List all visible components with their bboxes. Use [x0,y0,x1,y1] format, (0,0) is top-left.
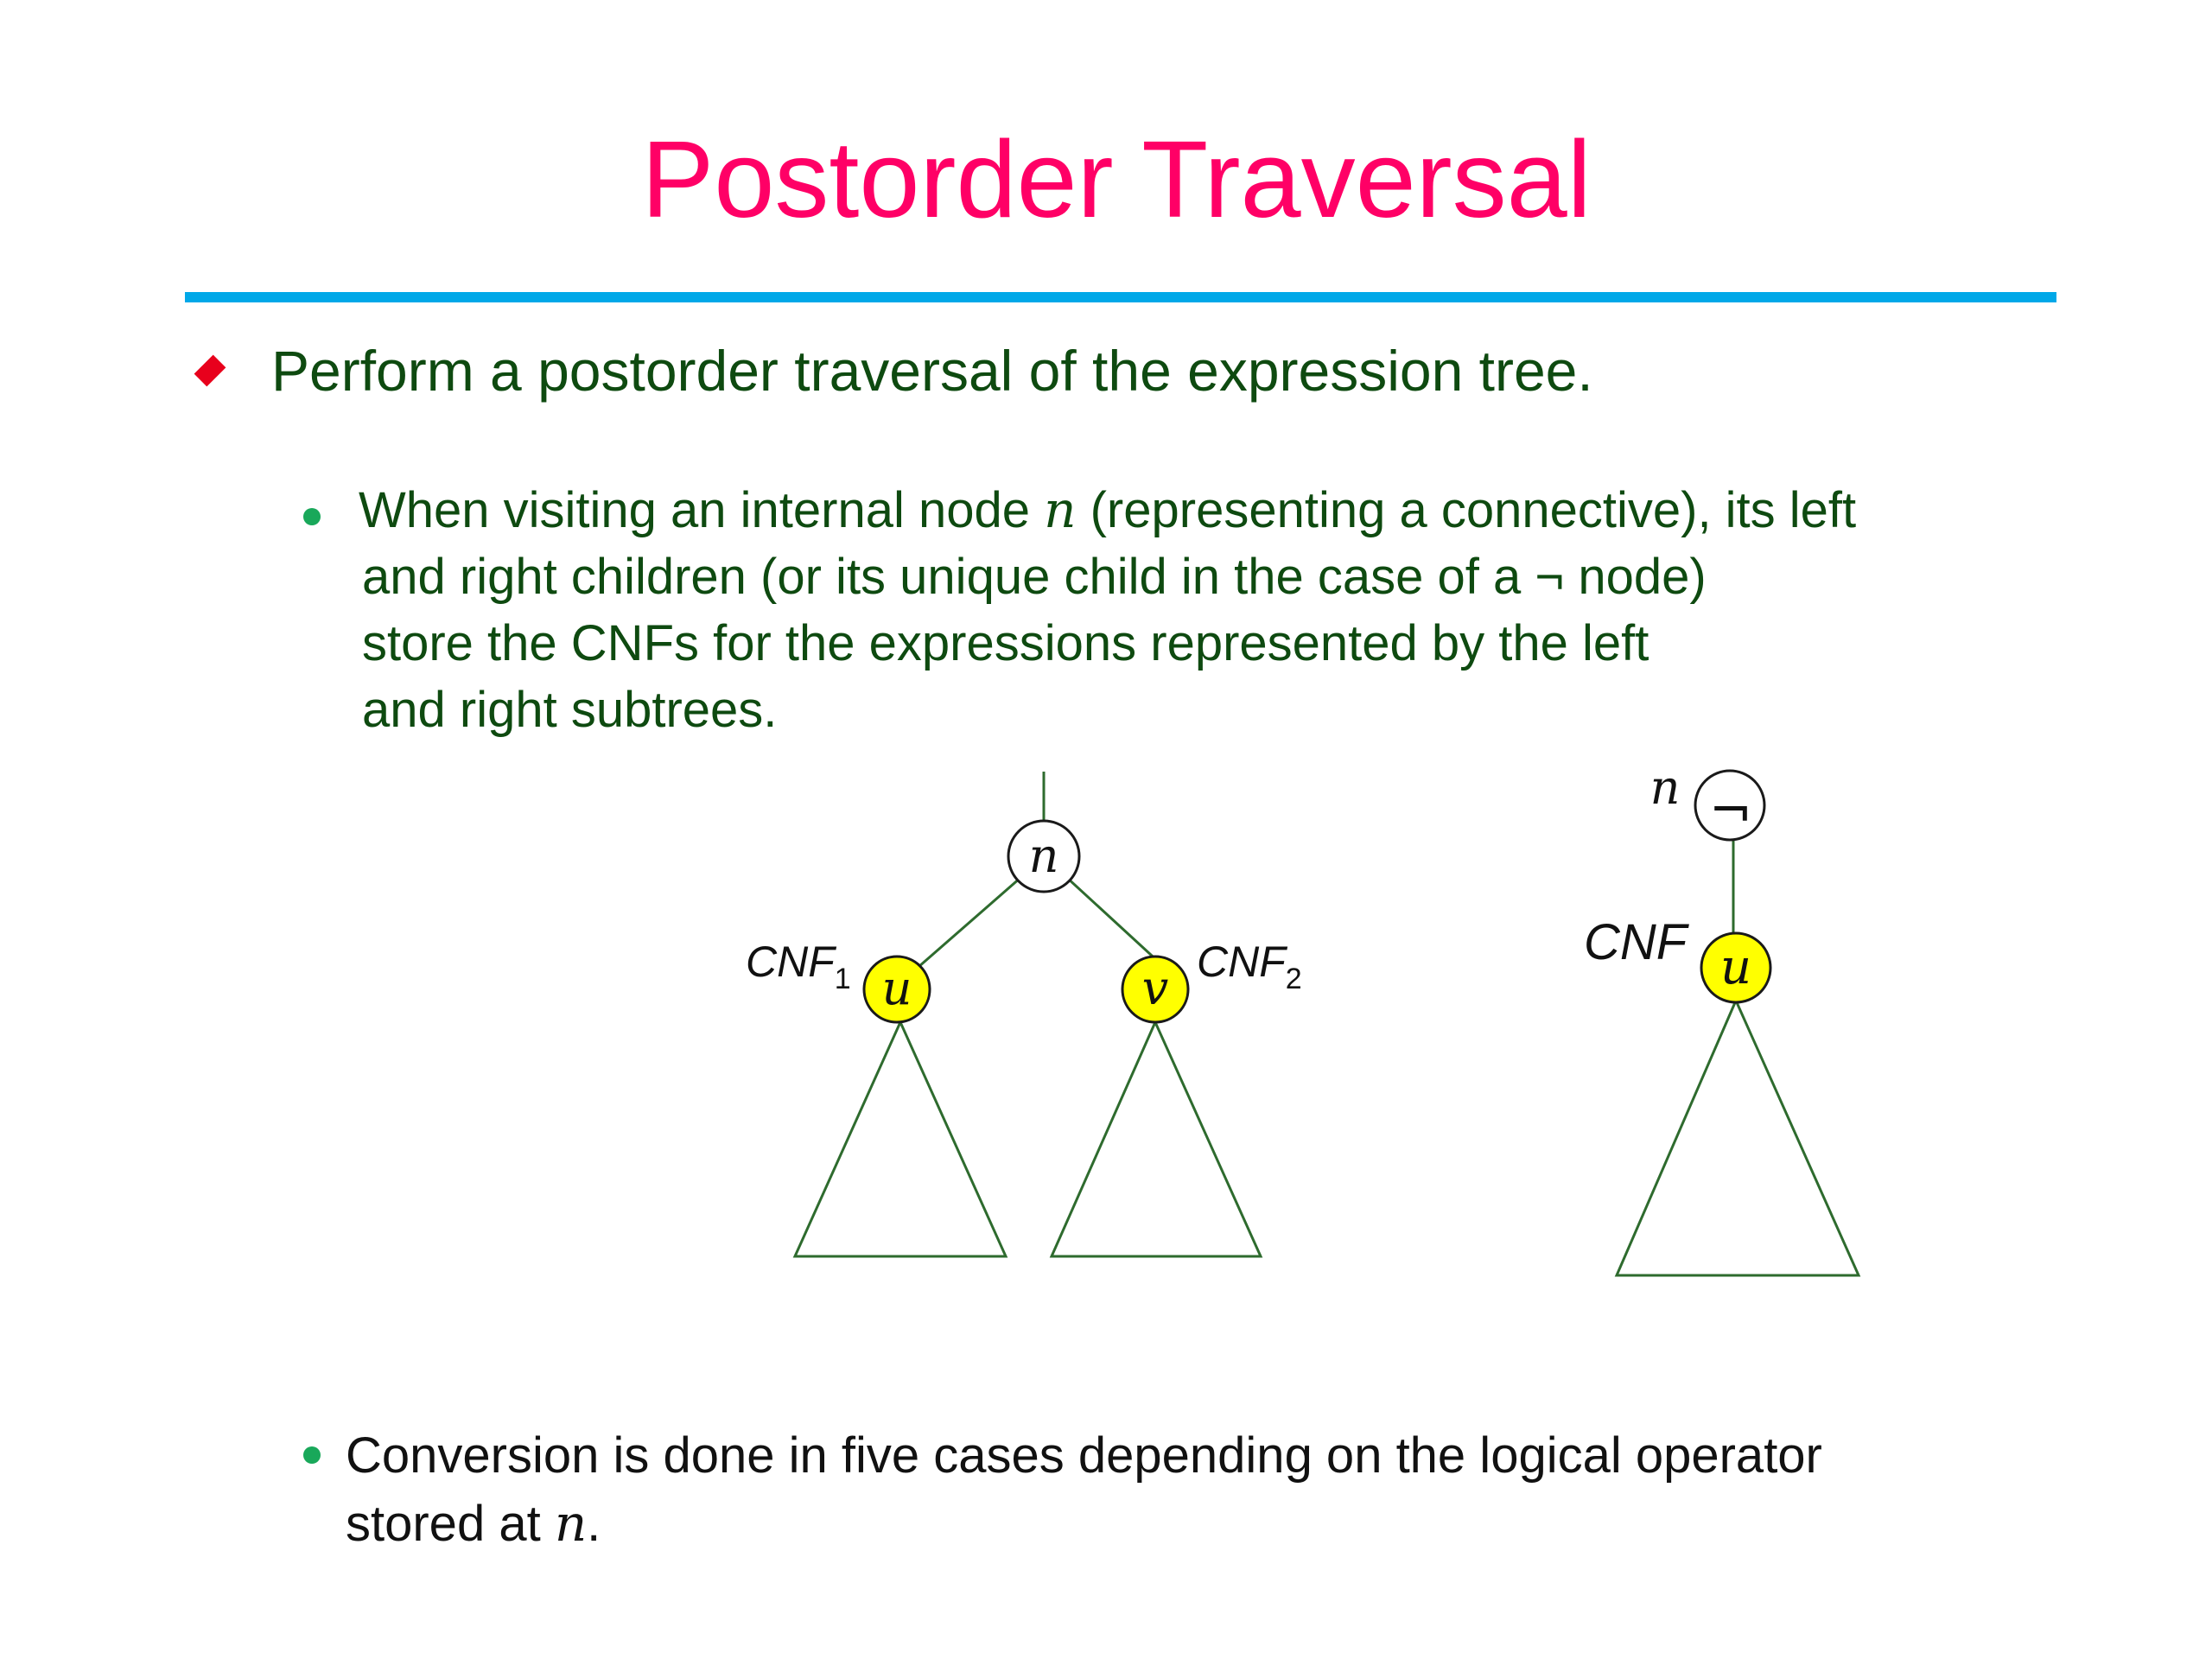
bullet-visiting-line-4: and right subtrees. [362,682,778,738]
right-subtree-triangle [1052,1022,1261,1256]
negation-node-name: n [1649,760,1681,815]
bullet-perform-traversal: Perform a postorder traversal of the expression tree. [271,339,1593,403]
right-cnf-subscript: 2 [1285,963,1302,995]
dot-bullet-icon [303,1446,321,1464]
bullet-conversion-line-2 [346,1490,1822,1558]
negation-child-label: u [1719,939,1752,995]
unary-tree-diagram [1584,760,1859,1275]
text-fragment: . [587,1496,601,1552]
bullet-conversion-cases [346,1422,1822,1558]
left-child-label: u [881,961,912,1015]
negation-cnf-label: CNF [1584,914,1688,970]
left-cnf-label [746,938,851,995]
bullet-visiting-line-2: and right children (or its unique child in the case of a ¬ node) [362,549,1707,605]
text-fragment: (representing a connective), its left [1076,482,1857,538]
right-cnf-text: CNF [1197,938,1286,986]
bullet-visiting-line-3: store the CNFs for the expressions represented by the left [362,615,1649,671]
bullet-conversion-line-1: Conversion is done in five cases depending on the logical operator [346,1427,1822,1484]
text-fragment: stored at [346,1496,555,1552]
text-fragment: When visiting an internal node [359,482,1045,538]
right-cnf-label [1197,938,1302,995]
left-edge [918,877,1021,967]
left-cnf-subscript: 1 [834,963,851,995]
slide-title: Postorder Traversal [641,118,1592,240]
negation-subtree-triangle [1617,1001,1859,1275]
binary-tree-diagram [746,772,1302,1256]
math-var-n: n [1044,480,1077,539]
right-child-label: v [1141,961,1169,1015]
left-subtree-triangle [795,1022,1006,1256]
left-cnf-text: CNF [746,938,835,986]
negation-operator-label: ¬ [1708,780,1753,841]
math-var-n: n [554,1494,588,1553]
root-node-label: n [1028,829,1059,883]
right-edge [1066,877,1162,965]
